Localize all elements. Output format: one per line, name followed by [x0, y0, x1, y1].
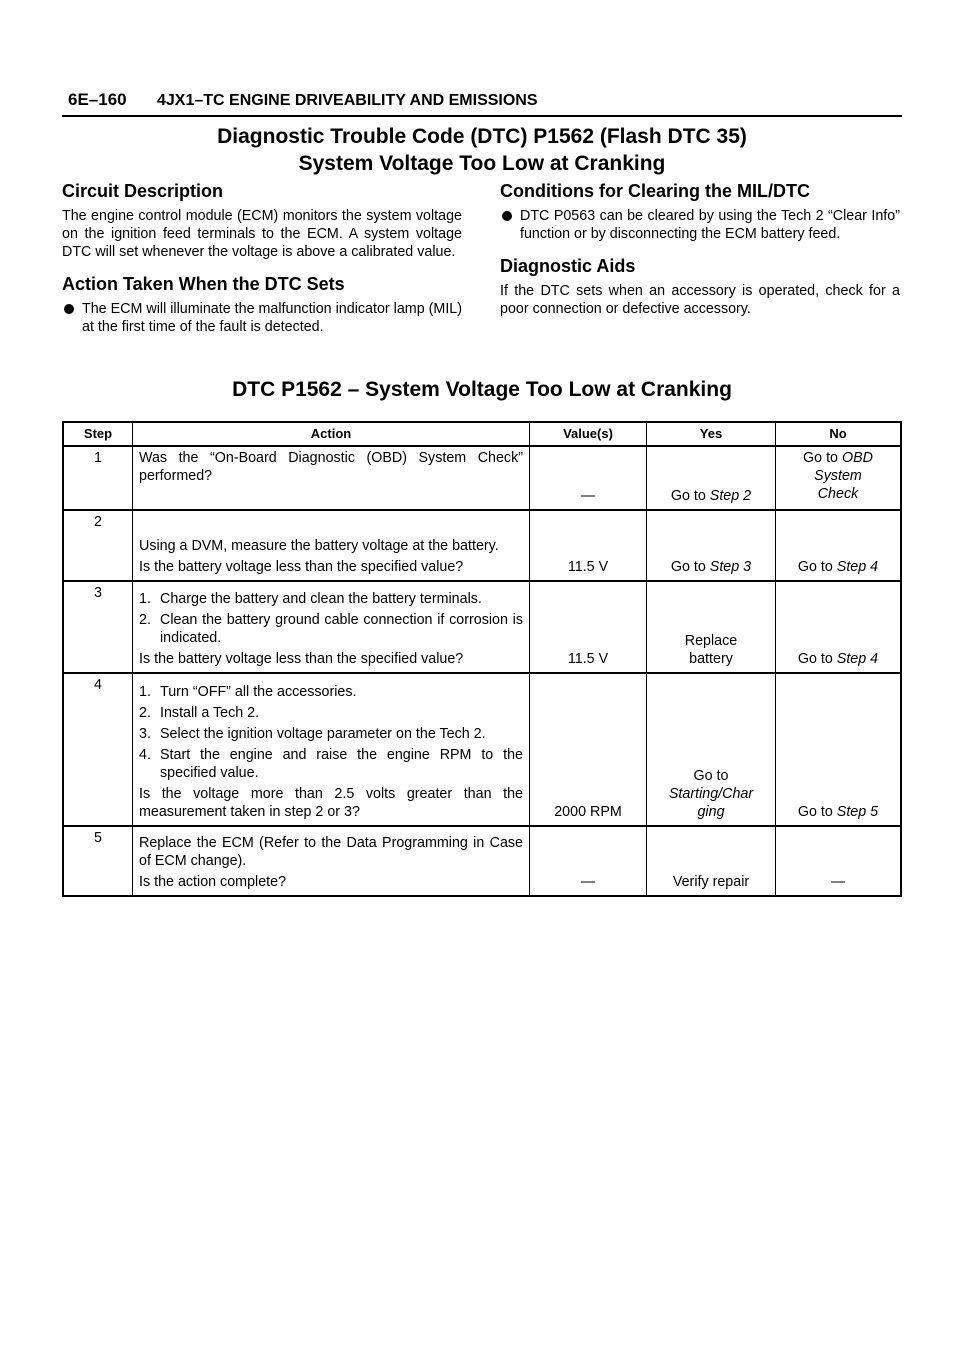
list-item: 1. Charge the battery and clean the battery terminals. [139, 591, 482, 607]
step-action-question: Is the battery voltage less than the specified value? [139, 559, 464, 575]
step-action-question: Is the battery voltage less than the specified value? [139, 651, 464, 667]
step-value: 11.5 V [530, 510, 647, 581]
no-link[interactable]: OBD [841, 450, 873, 466]
bullet-dot-icon [64, 304, 74, 314]
page-title-line2: System Voltage Too Low at Cranking [298, 152, 666, 175]
step-yes [647, 510, 776, 581]
step-number: 4 [63, 673, 133, 826]
step-action: Was the “On-Board Diagnostic (OBD) System Check” performed? [133, 446, 530, 510]
step-value: 11.5 V [530, 581, 647, 673]
list-item: 4. Start the engine and raise the engine RPM to the specified value. [139, 747, 523, 781]
yes-link[interactable]: Step 3 [709, 559, 752, 575]
yes-link[interactable]: Starting/Char [668, 786, 754, 802]
no-prefix: Go to [803, 450, 842, 466]
step-action-instruction: Replace the ECM (Refer to the Data Programming in Case of ECM change). [139, 835, 523, 869]
table-row [63, 510, 901, 581]
step-action-question: Is the voltage more than 2.5 volts greater than the measurement taken in step 2 or 3? [139, 786, 523, 820]
yes-link-line2[interactable]: ging [697, 804, 725, 820]
diagnostic-aids-heading: Diagnostic Aids [500, 256, 636, 276]
column-header-values: Value(s) [530, 422, 647, 446]
page-title [62, 123, 902, 177]
action-taken-bullet-text: The ECM will illuminate the malfunction indicator lamp (MIL) at the first time of the fault is detected. [82, 301, 462, 335]
step-no: — [776, 826, 902, 896]
step-value: — [530, 826, 647, 896]
no-link[interactable]: Step 4 [836, 559, 879, 575]
circuit-description-text: The engine control module (ECM) monitors the system voltage on the ignition feed terminals to the ECM. A system voltage DTC will set whenever the voltage is above a calibrated value. [62, 208, 462, 260]
step-action [133, 673, 530, 826]
list-item: 3. Select the ignition voltage parameter on the Tech 2. [139, 726, 486, 742]
column-header-yes: Yes [647, 422, 776, 446]
no-prefix: Go to [797, 559, 837, 575]
bullet-dot-icon [502, 211, 512, 221]
step-yes [647, 581, 776, 673]
column-header-step: Step [63, 422, 133, 446]
yes-line1: Go to [693, 768, 729, 784]
conditions-clearing-bullet-text: DTC P0563 can be cleared by using the Tech 2 “Clear Info” function or by disconnecting the ECM battery feed. [520, 208, 900, 242]
right-column [500, 180, 900, 330]
step-value: 2000 RPM [530, 673, 647, 826]
page-header [62, 88, 902, 118]
conditions-clearing-bullet [500, 207, 900, 243]
column-header-no: No [776, 422, 902, 446]
list-item: 2. Install a Tech 2. [139, 705, 260, 721]
left-column [62, 180, 462, 348]
header-rule [62, 115, 902, 117]
step-action-question: Is the action complete? [139, 874, 287, 890]
list-item: 2. Clean the battery ground cable connection if corrosion is indicated. [139, 612, 523, 646]
step-no [776, 581, 902, 673]
step-no [776, 510, 902, 581]
list-item: 1. Turn “OFF” all the accessories. [139, 684, 357, 700]
circuit-description-heading: Circuit Description [62, 181, 224, 201]
step-number: 1 [63, 446, 133, 510]
table-row [63, 826, 901, 896]
table-title: DTC P1562 – System Voltage Too Low at Cranking [232, 378, 732, 401]
step-number: 5 [63, 826, 133, 896]
yes-prefix: Go to [670, 488, 710, 504]
step-action-instruction: Using a DVM, measure the battery voltage at the battery. [139, 538, 499, 554]
table-row [63, 673, 901, 826]
step-value: — [530, 446, 647, 510]
table-row [63, 581, 901, 673]
no-link-line2[interactable]: System [814, 468, 862, 484]
yes-line1: Replace [684, 633, 738, 649]
manual-title: 4JX1–TC ENGINE DRIVEABILITY AND EMISSIONS [157, 92, 538, 109]
no-link-line3[interactable]: Check [817, 486, 859, 502]
column-header-action: Action [133, 422, 530, 446]
conditions-clearing-heading: Conditions for Clearing the MIL/DTC [500, 181, 810, 201]
page-number: 6E–160 [68, 90, 127, 109]
action-taken-heading: Action Taken When the DTC Sets [62, 274, 345, 294]
diagnostic-table [62, 421, 902, 897]
table-row [63, 446, 901, 510]
no-link[interactable]: Step 4 [836, 651, 879, 667]
yes-link[interactable]: Step 2 [709, 488, 752, 504]
no-prefix: Go to [797, 651, 837, 667]
step-yes [647, 446, 776, 510]
step-number: 3 [63, 581, 133, 673]
page-title-line1: Diagnostic Trouble Code (DTC) P1562 (Flash DTC 35) [217, 125, 747, 148]
step-yes: Verify repair [647, 826, 776, 896]
yes-line2: battery [689, 651, 733, 667]
step-action [133, 826, 530, 896]
diagnostic-aids-text: If the DTC sets when an accessory is operated, check for a poor connection or defective accessory. [500, 283, 900, 317]
step-no [776, 673, 902, 826]
no-link[interactable]: Step 5 [836, 804, 879, 820]
yes-prefix: Go to [670, 559, 710, 575]
table-header-row [63, 422, 901, 446]
step-no [776, 446, 902, 510]
action-taken-bullet [62, 300, 462, 336]
step-action [133, 510, 530, 581]
step-yes [647, 673, 776, 826]
step-number: 2 [63, 510, 133, 581]
step-action [133, 581, 530, 673]
no-prefix: Go to [797, 804, 837, 820]
